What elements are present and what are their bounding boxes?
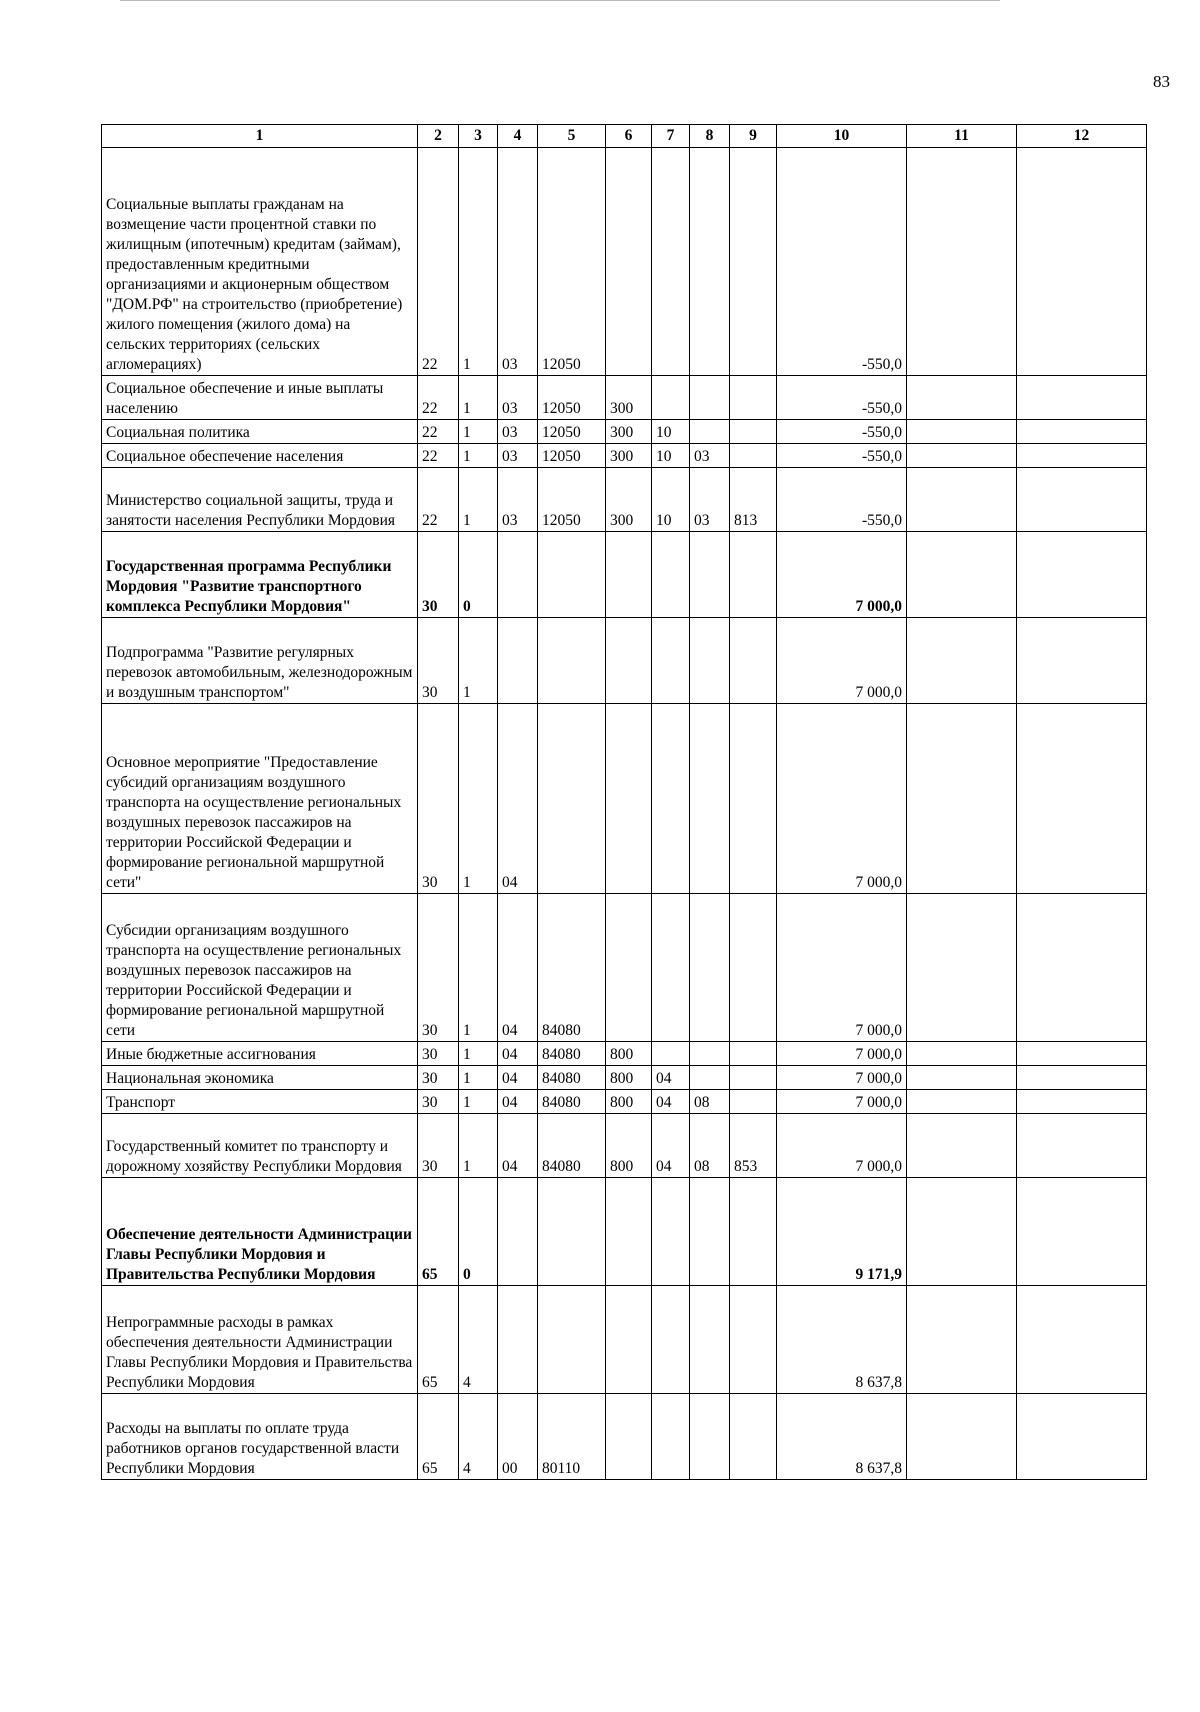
cell-code-8 <box>690 1066 730 1090</box>
table-row <box>102 444 1147 468</box>
cell-name: Национальная экономика <box>102 1066 418 1090</box>
cell-amount-10: 8 637,8 <box>777 1286 907 1394</box>
cell-code-6 <box>606 1286 652 1394</box>
cell-col-12 <box>1017 1090 1147 1114</box>
cell-code-7 <box>652 1286 690 1394</box>
cell-col-12 <box>1017 468 1147 532</box>
cell-name: Государственный комитет по транспорту и дорожному хозяйству Республики Мордовия <box>102 1114 418 1178</box>
cell-code-8 <box>690 1394 730 1480</box>
cell-code-5: 12050 <box>538 376 606 420</box>
cell-code-7 <box>652 1178 690 1286</box>
cell-amount-10: 7 000,0 <box>777 704 907 894</box>
cell-code-7: 04 <box>652 1114 690 1178</box>
cell-code-5: 12050 <box>538 468 606 532</box>
cell-code-9 <box>730 420 777 444</box>
cell-code-4: 03 <box>498 148 538 376</box>
cell-code-6: 800 <box>606 1114 652 1178</box>
cell-amount-10: -550,0 <box>777 468 907 532</box>
cell-code-5: 80110 <box>538 1394 606 1480</box>
table-row <box>102 420 1147 444</box>
cell-code-2: 65 <box>418 1178 459 1286</box>
cell-amount-10: 8 637,8 <box>777 1394 907 1480</box>
column-header-3: 3 <box>459 125 498 148</box>
column-header-2: 2 <box>418 125 459 148</box>
cell-code-3: 0 <box>459 532 498 618</box>
cell-code-6: 300 <box>606 376 652 420</box>
cell-code-6 <box>606 532 652 618</box>
cell-code-6 <box>606 894 652 1042</box>
cell-code-7 <box>652 1042 690 1066</box>
cell-code-3: 1 <box>459 1042 498 1066</box>
cell-col-12 <box>1017 420 1147 444</box>
cell-code-5: 84080 <box>538 1066 606 1090</box>
cell-code-8 <box>690 376 730 420</box>
cell-code-9 <box>730 376 777 420</box>
table-row <box>102 618 1147 704</box>
cell-code-4: 03 <box>498 444 538 468</box>
cell-name: Государственная программа Республики Мордовия "Развитие транспортного комплекса Республики Мордовия" <box>102 532 418 618</box>
cell-code-3: 1 <box>459 148 498 376</box>
table-row <box>102 532 1147 618</box>
cell-code-4: 04 <box>498 704 538 894</box>
cell-col-12 <box>1017 894 1147 1042</box>
cell-col-11 <box>907 894 1017 1042</box>
cell-code-7 <box>652 894 690 1042</box>
page-number: 83 <box>1153 72 1170 91</box>
column-header-9: 9 <box>730 125 777 148</box>
cell-code-2: 65 <box>418 1394 459 1480</box>
table-row <box>102 1394 1147 1480</box>
cell-col-11 <box>907 532 1017 618</box>
table-row <box>102 1178 1147 1286</box>
cell-col-12 <box>1017 618 1147 704</box>
cell-col-12 <box>1017 148 1147 376</box>
cell-code-7 <box>652 1394 690 1480</box>
cell-col-11 <box>907 420 1017 444</box>
cell-code-2: 30 <box>418 532 459 618</box>
cell-amount-10: -550,0 <box>777 148 907 376</box>
table-row <box>102 1042 1147 1066</box>
cell-col-11 <box>907 1178 1017 1286</box>
cell-amount-10: 7 000,0 <box>777 618 907 704</box>
table-row <box>102 376 1147 420</box>
cell-code-2: 30 <box>418 618 459 704</box>
cell-code-9 <box>730 704 777 894</box>
cell-code-7 <box>652 618 690 704</box>
cell-col-11 <box>907 444 1017 468</box>
cell-code-4: 03 <box>498 468 538 532</box>
cell-code-9: 813 <box>730 468 777 532</box>
cell-code-6 <box>606 704 652 894</box>
column-header-11: 11 <box>907 125 1017 148</box>
cell-code-5: 84080 <box>538 1114 606 1178</box>
cell-code-5: 84080 <box>538 894 606 1042</box>
cell-amount-10: -550,0 <box>777 420 907 444</box>
cell-amount-10: 9 171,9 <box>777 1178 907 1286</box>
cell-amount-10: 7 000,0 <box>777 1066 907 1090</box>
cell-name: Социальное обеспечение населения <box>102 444 418 468</box>
cell-name: Подпрограмма "Развитие регулярных перевозок автомобильным, железнодорожным и воздушным транспортом" <box>102 618 418 704</box>
cell-code-2: 30 <box>418 704 459 894</box>
cell-code-4: 03 <box>498 420 538 444</box>
cell-code-6: 800 <box>606 1066 652 1090</box>
cell-col-11 <box>907 1066 1017 1090</box>
cell-code-2: 30 <box>418 1090 459 1114</box>
cell-col-12 <box>1017 532 1147 618</box>
cell-code-5: 84080 <box>538 1042 606 1066</box>
cell-code-4 <box>498 1286 538 1394</box>
cell-code-4: 04 <box>498 1066 538 1090</box>
cell-name: Социальная политика <box>102 420 418 444</box>
cell-name: Министерство социальной защиты, труда и занятости населения Республики Мордовия <box>102 468 418 532</box>
cell-code-2: 22 <box>418 420 459 444</box>
cell-code-8 <box>690 420 730 444</box>
cell-code-6: 300 <box>606 468 652 532</box>
cell-name: Социальные выплаты гражданам на возмещение части процентной ставки по жилищным (ипотечным) кредитам (займам), предоставленным кредитными организациями и акционерным обществом "ДОМ.РФ" на строительство (приобретение) жилого помещения (жилого дома) на сельских территориях (сельских агломерациях) <box>102 148 418 376</box>
cell-code-2: 30 <box>418 1042 459 1066</box>
cell-code-2: 22 <box>418 468 459 532</box>
cell-code-4: 04 <box>498 1090 538 1114</box>
cell-code-5 <box>538 704 606 894</box>
cell-code-5 <box>538 618 606 704</box>
cell-code-9 <box>730 894 777 1042</box>
cell-amount-10: -550,0 <box>777 444 907 468</box>
cell-code-6 <box>606 1394 652 1480</box>
cell-col-12 <box>1017 1178 1147 1286</box>
cell-code-6: 300 <box>606 420 652 444</box>
cell-col-12 <box>1017 1394 1147 1480</box>
cell-code-3: 1 <box>459 1066 498 1090</box>
cell-name: Основное мероприятие "Предоставление субсидий организациям воздушного транспорта на осуществление региональных воздушных перевозок пассажиров на территории Российской Федерации и формирование региональной маршрутной сети" <box>102 704 418 894</box>
cell-code-6: 800 <box>606 1090 652 1114</box>
cell-code-7: 10 <box>652 468 690 532</box>
cell-code-7 <box>652 148 690 376</box>
cell-col-12 <box>1017 1114 1147 1178</box>
cell-code-8 <box>690 1286 730 1394</box>
cell-code-8 <box>690 1042 730 1066</box>
cell-code-2: 30 <box>418 894 459 1042</box>
cell-code-9 <box>730 1042 777 1066</box>
cell-code-8 <box>690 148 730 376</box>
table-row <box>102 148 1147 376</box>
cell-code-7 <box>652 532 690 618</box>
cell-code-5: 12050 <box>538 420 606 444</box>
cell-code-4: 04 <box>498 894 538 1042</box>
cell-code-8: 03 <box>690 444 730 468</box>
cell-col-11 <box>907 704 1017 894</box>
cell-col-12 <box>1017 1066 1147 1090</box>
cell-code-5: 84080 <box>538 1090 606 1114</box>
cell-code-5 <box>538 1178 606 1286</box>
cell-code-9 <box>730 444 777 468</box>
cell-col-12 <box>1017 376 1147 420</box>
cell-code-3: 1 <box>459 894 498 1042</box>
column-header-7: 7 <box>652 125 690 148</box>
cell-code-8 <box>690 704 730 894</box>
cell-col-12 <box>1017 704 1147 894</box>
cell-code-6: 300 <box>606 444 652 468</box>
table-body <box>102 148 1147 1480</box>
cell-code-6 <box>606 618 652 704</box>
cell-code-4 <box>498 532 538 618</box>
cell-code-7 <box>652 704 690 894</box>
cell-amount-10: 7 000,0 <box>777 1042 907 1066</box>
cell-code-9 <box>730 148 777 376</box>
cell-code-4: 04 <box>498 1114 538 1178</box>
cell-code-3: 1 <box>459 468 498 532</box>
cell-code-4: 00 <box>498 1394 538 1480</box>
table-row <box>102 1114 1147 1178</box>
cell-code-3: 1 <box>459 618 498 704</box>
cell-name: Транспорт <box>102 1090 418 1114</box>
cell-code-8: 08 <box>690 1090 730 1114</box>
cell-code-7: 04 <box>652 1090 690 1114</box>
cell-code-2: 30 <box>418 1066 459 1090</box>
column-header-4: 4 <box>498 125 538 148</box>
cell-col-11 <box>907 148 1017 376</box>
cell-col-11 <box>907 1394 1017 1480</box>
cell-code-9 <box>730 532 777 618</box>
column-header-6: 6 <box>606 125 652 148</box>
cell-name: Обеспечение деятельности Администрации Главы Республики Мордовия и Правительства Республики Мордовия <box>102 1178 418 1286</box>
cell-col-12 <box>1017 1042 1147 1066</box>
cell-code-2: 22 <box>418 376 459 420</box>
cell-code-3: 1 <box>459 1114 498 1178</box>
cell-amount-10: -550,0 <box>777 376 907 420</box>
header-row <box>102 125 1147 148</box>
cell-code-9 <box>730 1394 777 1480</box>
cell-name: Иные бюджетные ассигнования <box>102 1042 418 1066</box>
cell-name: Субсидии организациям воздушного транспорта на осуществление региональных воздушных перевозок пассажиров на территории Российской Федерации и формирование региональной маршрутной сети <box>102 894 418 1042</box>
cell-amount-10: 7 000,0 <box>777 1090 907 1114</box>
table-row <box>102 1066 1147 1090</box>
cell-code-8: 08 <box>690 1114 730 1178</box>
cell-code-4: 04 <box>498 1042 538 1066</box>
cell-code-8 <box>690 894 730 1042</box>
cell-code-9 <box>730 1178 777 1286</box>
cell-code-7: 04 <box>652 1066 690 1090</box>
cell-col-12 <box>1017 1286 1147 1394</box>
cell-code-6 <box>606 148 652 376</box>
column-header-12: 12 <box>1017 125 1147 148</box>
cell-code-5: 12050 <box>538 444 606 468</box>
cell-code-8 <box>690 532 730 618</box>
table-row <box>102 468 1147 532</box>
cell-code-6 <box>606 1178 652 1286</box>
cell-col-11 <box>907 1286 1017 1394</box>
table-row <box>102 1286 1147 1394</box>
cell-code-9 <box>730 1066 777 1090</box>
cell-code-5 <box>538 532 606 618</box>
cell-code-7: 10 <box>652 444 690 468</box>
table-row <box>102 1090 1147 1114</box>
cell-code-8 <box>690 1178 730 1286</box>
cell-code-8 <box>690 618 730 704</box>
cell-col-11 <box>907 1042 1017 1066</box>
budget-table <box>101 124 1147 1480</box>
cell-code-5 <box>538 1286 606 1394</box>
cell-amount-10: 7 000,0 <box>777 894 907 1042</box>
cell-amount-10: 7 000,0 <box>777 532 907 618</box>
cell-col-11 <box>907 1114 1017 1178</box>
cell-code-6: 800 <box>606 1042 652 1066</box>
table-row <box>102 704 1147 894</box>
cell-code-5: 12050 <box>538 148 606 376</box>
cell-name: Социальное обеспечение и иные выплаты населению <box>102 376 418 420</box>
cell-code-4 <box>498 618 538 704</box>
cell-code-2: 22 <box>418 148 459 376</box>
cell-col-11 <box>907 618 1017 704</box>
cell-code-4: 03 <box>498 376 538 420</box>
cell-code-9: 853 <box>730 1114 777 1178</box>
cell-code-7: 10 <box>652 420 690 444</box>
cell-code-2: 30 <box>418 1114 459 1178</box>
page-top-edge <box>120 0 1000 1</box>
cell-code-3: 0 <box>459 1178 498 1286</box>
cell-col-11 <box>907 376 1017 420</box>
cell-code-9 <box>730 618 777 704</box>
cell-code-8: 03 <box>690 468 730 532</box>
cell-code-7 <box>652 376 690 420</box>
table-row <box>102 894 1147 1042</box>
cell-code-3: 1 <box>459 1090 498 1114</box>
cell-amount-10: 7 000,0 <box>777 1114 907 1178</box>
cell-code-4 <box>498 1178 538 1286</box>
cell-code-9 <box>730 1286 777 1394</box>
cell-code-2: 65 <box>418 1286 459 1394</box>
column-header-8: 8 <box>690 125 730 148</box>
cell-col-12 <box>1017 444 1147 468</box>
cell-code-3: 4 <box>459 1286 498 1394</box>
cell-name: Непрограммные расходы в рамках обеспечения деятельности Администрации Главы Республики Мордовия и Правительства Республики Мордовия <box>102 1286 418 1394</box>
column-header-5: 5 <box>538 125 606 148</box>
cell-code-3: 1 <box>459 444 498 468</box>
cell-col-11 <box>907 468 1017 532</box>
cell-code-3: 1 <box>459 376 498 420</box>
cell-name: Расходы на выплаты по оплате труда работников органов государственной власти Республики Мордовия <box>102 1394 418 1480</box>
cell-code-9 <box>730 1090 777 1114</box>
cell-code-3: 1 <box>459 420 498 444</box>
cell-code-3: 1 <box>459 704 498 894</box>
cell-code-2: 22 <box>418 444 459 468</box>
cell-code-3: 4 <box>459 1394 498 1480</box>
cell-col-11 <box>907 1090 1017 1114</box>
column-header-10: 10 <box>777 125 907 148</box>
column-header-1: 1 <box>102 125 418 148</box>
